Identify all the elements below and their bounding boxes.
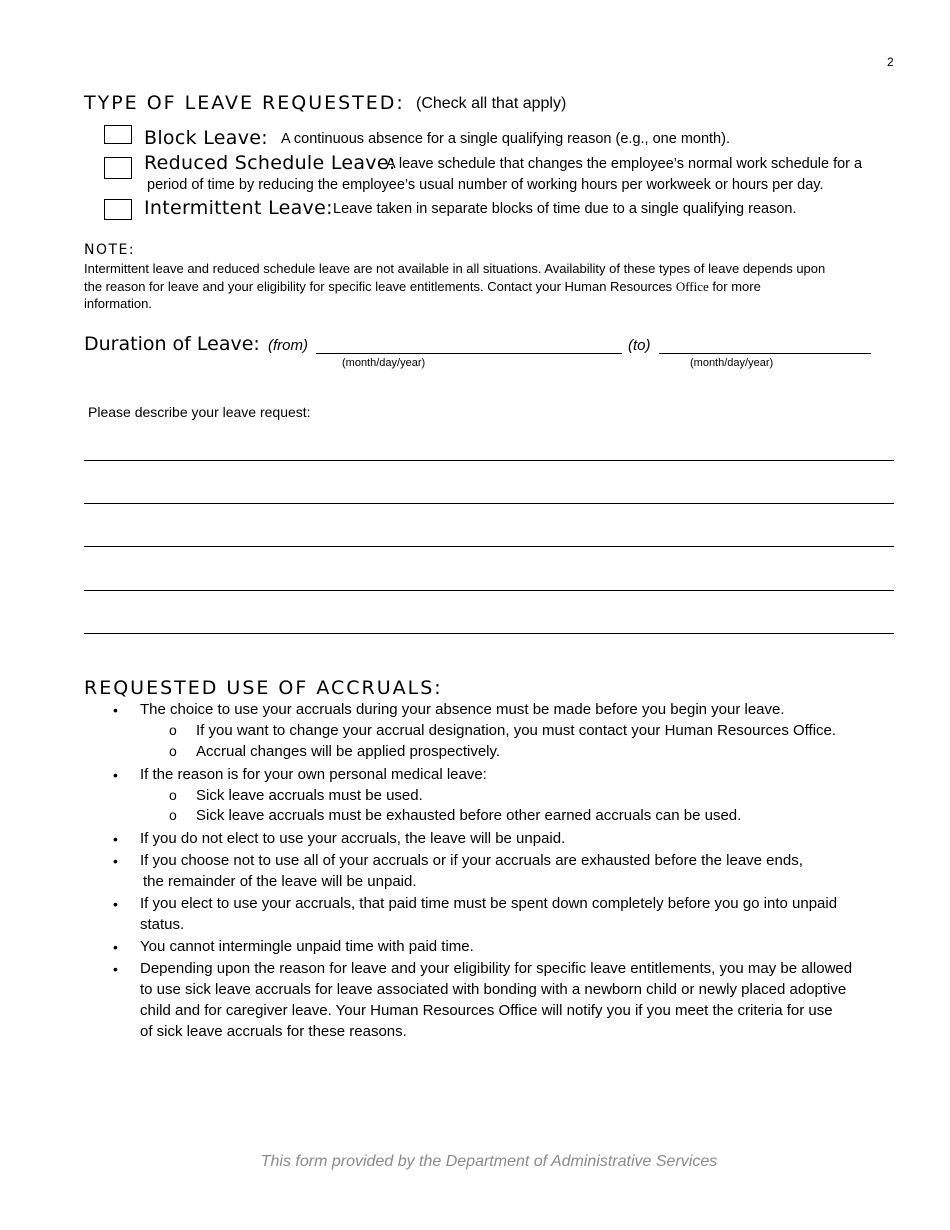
describe-line[interactable] xyxy=(84,590,894,591)
bullet-glyph: • xyxy=(113,939,118,955)
block-leave-checkbox[interactable] xyxy=(104,125,132,144)
duration-from-field[interactable] xyxy=(316,353,622,354)
accrual-item-1b: Accrual changes will be applied prospectively. xyxy=(196,743,501,760)
sub-bullet-glyph: o xyxy=(169,787,177,803)
accrual-item-5-line-2: status. xyxy=(140,916,185,933)
accrual-item-6: You cannot intermingle unpaid time with paid time. xyxy=(140,938,474,955)
duration-to-field[interactable] xyxy=(659,353,871,354)
accrual-item-1a: If you want to change your accrual designation, you must contact your Human Resources Office. xyxy=(196,722,837,739)
intermittent-leave-checkbox[interactable] xyxy=(104,199,132,220)
accruals-heading: REQUESTED USE OF ACCRUALS: xyxy=(84,677,443,699)
page-number: 2 xyxy=(887,55,894,69)
accrual-item-1: The choice to use your accruals during your absence must be made before you begin your leave. xyxy=(140,701,785,718)
intermittent-leave-description: Leave taken in separate blocks of time due to a single qualifying reason. xyxy=(333,201,797,217)
accrual-item-2: If the reason is for your own personal medical leave: xyxy=(140,766,487,783)
intermittent-leave-title: Intermittent Leave: xyxy=(144,197,333,219)
reduced-schedule-leave-description: A leave schedule that changes the employee’s normal work schedule for a xyxy=(386,156,863,172)
duration-from-hint: (month/day/year) xyxy=(342,357,426,369)
block-leave-description: A continuous absence for a single qualifying reason (e.g., one month). xyxy=(281,131,730,147)
accrual-item-4-line-1: If you choose not to use all of your accruals or if your accruals are exhausted before the leave ends, xyxy=(140,852,803,869)
note-line-2c: for more xyxy=(712,279,761,294)
note-line-1: Intermittent leave and reduced schedule leave are not available in all situations. Availability of these types of leave depends upon xyxy=(84,261,826,276)
bullet-glyph: • xyxy=(113,702,118,718)
bullet-glyph: • xyxy=(113,853,118,869)
duration-label: Duration of Leave: xyxy=(84,333,260,355)
describe-line[interactable] xyxy=(84,633,894,634)
accrual-item-5-line-1: If you elect to use your accruals, that paid time must be spent down completely before you go into unpaid xyxy=(140,895,838,912)
accrual-item-3: If you do not elect to use your accruals, the leave will be unpaid. xyxy=(140,830,566,847)
sub-bullet-glyph: o xyxy=(169,807,177,823)
duration-from-label: (from) xyxy=(268,337,308,354)
sub-bullet-glyph: o xyxy=(169,743,177,759)
leave-type-hint: (Check all that apply) xyxy=(416,95,567,112)
bullet-glyph: • xyxy=(113,767,118,783)
bullet-glyph: • xyxy=(113,961,118,977)
reduced-schedule-leave-checkbox[interactable] xyxy=(104,157,132,179)
note-line-2a: the reason for leave and your eligibility for specific leave entitlements. Contact your Human Resources xyxy=(84,279,673,294)
reduced-schedule-leave-title: Reduced Schedule Leave: xyxy=(144,152,396,174)
bullet-glyph: • xyxy=(113,831,118,847)
accrual-item-7-line-4: of sick leave accruals for these reasons. xyxy=(140,1023,407,1040)
note-line-2 xyxy=(84,279,761,295)
block-leave-title: Block Leave: xyxy=(144,127,268,149)
note-heading: NOTE: xyxy=(84,242,136,258)
leave-type-heading: TYPE OF LEAVE REQUESTED: xyxy=(84,92,405,114)
reduced-schedule-leave-description-cont: period of time by reducing the employee’s usual number of working hours per workweek or hours per day. xyxy=(147,177,824,193)
accrual-item-7-line-3: child and for caregiver leave. Your Human Resources Office will notify you if you meet the criteria for use xyxy=(140,1002,833,1019)
accrual-item-2b: Sick leave accruals must be exhausted before other earned accruals can be used. xyxy=(196,807,742,824)
describe-prompt: Please describe your leave request: xyxy=(88,404,311,420)
accrual-item-7-line-2: to use sick leave accruals for leave associated with bonding with a newborn child or newly placed adoptive xyxy=(140,981,847,998)
note-line-3: information. xyxy=(84,296,152,311)
bullet-glyph: • xyxy=(113,896,118,912)
describe-line[interactable] xyxy=(84,460,894,461)
accrual-item-4-line-2: the remainder of the leave will be unpaid. xyxy=(143,873,417,890)
footer-note: This form provided by the Department of Administrative Services xyxy=(260,1153,718,1170)
duration-to-hint: (month/day/year) xyxy=(690,357,774,369)
describe-line[interactable] xyxy=(84,503,894,504)
accrual-item-2a: Sick leave accruals must be used. xyxy=(196,787,423,804)
sub-bullet-glyph: o xyxy=(169,722,177,738)
describe-line[interactable] xyxy=(84,546,894,547)
note-office: Office xyxy=(675,279,709,294)
duration-to-label: (to) xyxy=(628,337,651,354)
accrual-item-7-line-1: Depending upon the reason for leave and your eligibility for specific leave entitlements, you may be allowed xyxy=(140,960,853,977)
